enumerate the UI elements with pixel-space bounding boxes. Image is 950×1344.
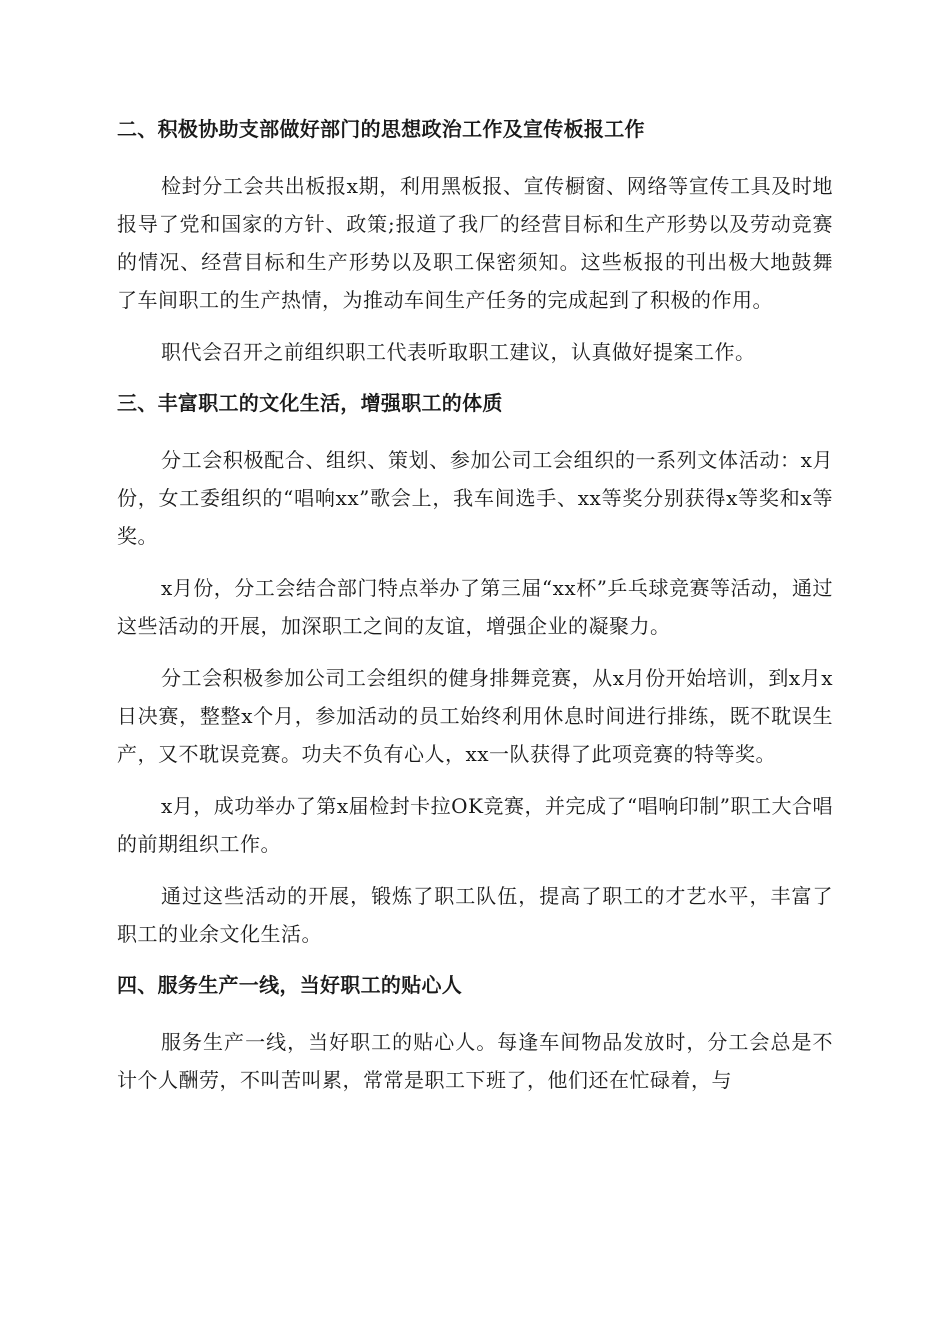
paragraph: 分工会积极配合、组织、策划、参加公司工会组织的一系列文体活动：x月份，女工委组织的“唱响xx”歌会上，我车间选手、xx等奖分别获得x等奖和x等奖。 xyxy=(117,448,833,548)
paragraph: 服务生产一线，当好职工的贴心人。每逢车间物品发放时，分工会总是不计个人酬劳，不叫苦叫累，常常是职工下班了，他们还在忙碌着，与 xyxy=(117,1030,833,1092)
section-heading-2: 二、积极协助支部做好部门的思想政治工作及宣传板报工作 xyxy=(117,117,645,141)
paragraph: 职代会召开之前组织职工代表听取职工建议，认真做好提案工作。 xyxy=(161,340,756,364)
section-heading-4: 四、服务生产一线，当好职工的贴心人 xyxy=(117,973,463,997)
paragraph: 通过这些活动的开展，锻炼了职工队伍，提高了职工的才艺水平，丰富了职工的业余文化生活。 xyxy=(117,884,833,946)
paragraph: 检封分工会共出板报x期，利用黑板报、宣传橱窗、网络等宣传工具及时地报导了党和国家的方针、政策;报道了我厂的经营目标和生产形势以及劳动竞赛的情况、经营目标和生产形势以及职工保密须知。这些板报的刊出极大地鼓舞了车间职工的生产热情，为推动车间生产任务的完成起到了积极的作用。 xyxy=(117,174,833,312)
paragraph: x月，成功举办了第x届检封卡拉OK竞赛，并完成了“唱响印制”职工大合唱的前期组织工作。 xyxy=(117,794,833,856)
section-heading-3: 三、丰富职工的文化生活，增强职工的体质 xyxy=(117,391,503,415)
paragraph: 分工会积极参加公司工会组织的健身排舞竞赛，从x月份开始培训，到x月x日决赛，整整x个月，参加活动的员工始终利用休息时间进行排练，既不耽误生产，又不耽误竞赛。功夫不负有心人，xx一队获得了此项竞赛的特等奖。 xyxy=(117,666,833,766)
paragraph: x月份，分工会结合部门特点举办了第三届“xx杯”乒乓球竞赛等活动，通过这些活动的开展，加深职工之间的友谊，增强企业的凝聚力。 xyxy=(117,576,833,638)
